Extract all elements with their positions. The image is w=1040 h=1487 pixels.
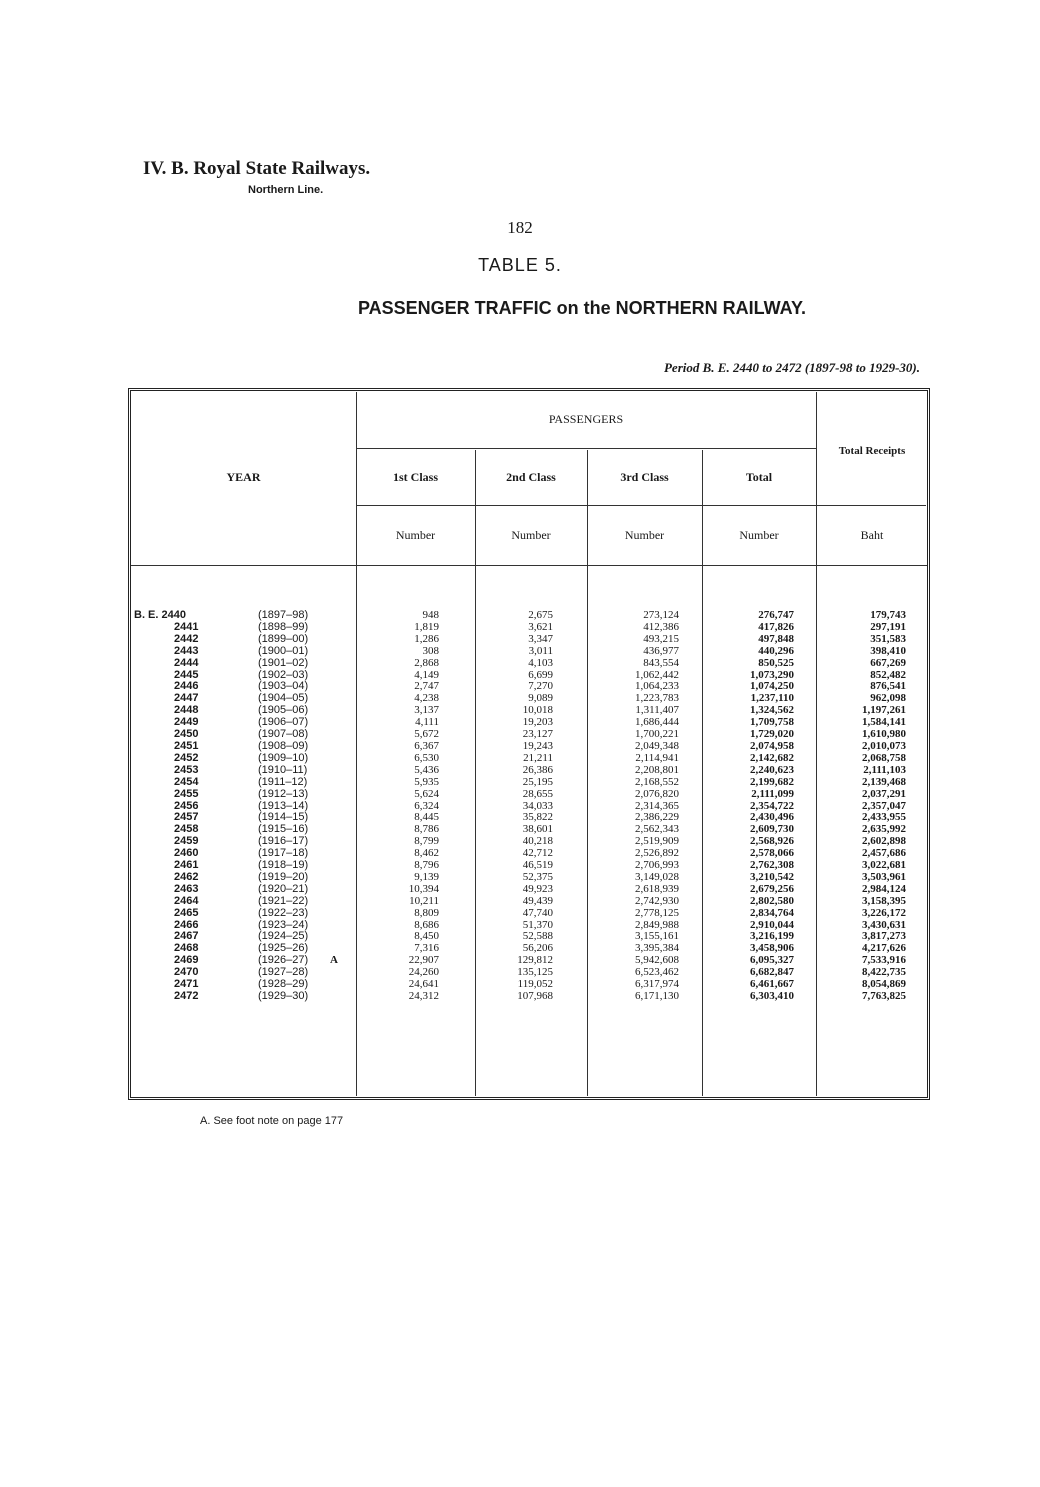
cell-be: 2447	[174, 692, 199, 705]
cell-total: 2,568,926	[750, 835, 794, 848]
cell-first: 8,445	[414, 811, 439, 824]
cell-first: 24,312	[408, 990, 439, 1002]
cell-second: 7,270	[528, 680, 553, 693]
cell-note	[330, 753, 342, 765]
cell-first: 5,436	[414, 763, 439, 776]
cell-period: (1920–21)	[258, 882, 309, 895]
cell-total: 2,240,623	[750, 763, 794, 776]
cell-note	[330, 646, 342, 658]
cell-total: 440,296	[758, 644, 794, 657]
cell-first: 6,324	[414, 799, 439, 812]
cell-first: 8,450	[414, 930, 439, 943]
cell-total: 1,709,758	[750, 716, 794, 729]
cell-first: 9,139	[414, 870, 439, 883]
cell-note: A	[330, 954, 338, 967]
cell-receipts: 3,817,273	[862, 930, 906, 943]
cell-third: 2,076,820	[635, 787, 679, 800]
cell-second: 26,386	[522, 763, 553, 776]
cell-period: (1910–11)	[258, 763, 308, 776]
cell-third: 3,395,384	[635, 942, 679, 955]
cell-period: (1897–98)	[258, 609, 309, 621]
cell-third: 2,049,348	[635, 739, 679, 752]
cell-receipts: 2,068,758	[862, 751, 906, 764]
cell-period: (1909–10)	[258, 751, 309, 764]
cell-third: 2,519,909	[635, 835, 679, 848]
cell-third: 1,223,783	[635, 692, 679, 705]
cell-second: 19,243	[522, 739, 553, 752]
col-receipts-values	[816, 610, 906, 1003]
cell-receipts: 2,457,686	[862, 847, 906, 860]
cell-total: 1,074,250	[750, 680, 794, 693]
cell-be: 2472	[174, 990, 199, 1002]
cell-be: 2456	[174, 799, 199, 812]
cell-be: 2459	[174, 835, 199, 848]
cell-third: 2,208,801	[635, 763, 679, 776]
cell-second: 42,712	[522, 847, 553, 860]
cell-receipts: 2,010,073	[862, 739, 906, 752]
cell-second: 3,621	[528, 620, 553, 633]
cell-total: 497,848	[758, 632, 794, 645]
cell-note	[330, 634, 342, 646]
cell-period: (1923–24)	[258, 918, 309, 931]
cell-total: 1,729,020	[750, 728, 794, 741]
cell-be: 2444	[174, 656, 199, 669]
cell-total: 2,802,580	[750, 894, 794, 907]
col-second-header: 2nd Class	[506, 470, 556, 484]
cell-third: 1,062,442	[635, 668, 679, 681]
cell-first: 24,641	[408, 978, 439, 991]
cell-be: 2463	[174, 882, 199, 895]
cell-third: 1,311,407	[635, 704, 679, 717]
cell-note	[330, 777, 342, 789]
cell-period: (1901–02)	[258, 656, 309, 669]
cell-second: 19,203	[522, 716, 553, 729]
cell-second: 119,052	[517, 978, 553, 991]
cell-first: 5,672	[414, 728, 439, 741]
cell-period: (1928–29)	[258, 978, 309, 991]
cell-second: 4,103	[528, 656, 553, 669]
cell-first: 24,260	[408, 966, 439, 979]
cell-period: (1906–07)	[258, 716, 309, 729]
cell-period: (1900–01)	[258, 644, 309, 657]
cell-first: 8,796	[414, 859, 439, 872]
cell-be: 2466	[174, 918, 199, 931]
cell-be: 2451	[174, 739, 199, 752]
cell-first: 2,868	[414, 656, 439, 669]
cell-receipts: 3,226,172	[862, 906, 906, 919]
cell-second: 34,033	[522, 799, 553, 812]
table-period: Period B. E. 2440 to 2472 (1897-98 to 1929-30).	[663, 360, 920, 375]
cell-period: (1929–30)	[258, 990, 309, 1002]
cell-be: 2467	[174, 930, 199, 943]
cell-third: 1,064,233	[635, 680, 679, 693]
cell-first: 6,530	[414, 751, 439, 764]
cell-first: 8,809	[414, 906, 439, 919]
cell-receipts: 2,111,103	[863, 763, 906, 776]
cell-be: 2446	[174, 680, 199, 693]
cell-second: 35,822	[522, 811, 553, 824]
cell-third: 412,386	[643, 620, 679, 633]
cell-third: 2,114,941	[635, 751, 679, 764]
cell-period: (1905–06)	[258, 704, 309, 717]
cell-third: 2,778,125	[635, 906, 679, 919]
cell-total: 1,073,290	[750, 668, 794, 681]
col-third-values	[587, 610, 679, 1003]
cell-receipts: 1,197,261	[862, 704, 906, 717]
cell-first: 5,935	[414, 775, 439, 788]
cell-third: 493,215	[643, 632, 679, 645]
cell-period: (1927–28)	[258, 966, 309, 979]
cell-total: 2,199,682	[750, 775, 794, 788]
cell-period: (1914–15)	[258, 811, 309, 824]
cell-total: 2,910,044	[750, 918, 794, 931]
cell-period: (1922–23)	[258, 906, 309, 919]
cell-receipts: 1,610,980	[862, 728, 906, 741]
cell-note	[330, 908, 342, 920]
cell-receipts: 852,482	[870, 668, 906, 681]
cell-receipts: 7,533,916	[862, 954, 906, 967]
cell-receipts: 876,541	[870, 680, 906, 693]
cell-receipts: 667,269	[870, 656, 906, 669]
col-second-values	[475, 610, 553, 1003]
cell-second: 9,089	[528, 692, 553, 705]
cell-note	[330, 884, 342, 896]
unit-third: Number	[624, 528, 665, 542]
cell-be: 2471	[174, 978, 199, 991]
cell-first: 4,149	[414, 668, 439, 681]
cell-third: 2,314,365	[635, 799, 679, 812]
cell-receipts: 351,583	[870, 632, 906, 645]
footnote: A. See foot note on page 177	[200, 1115, 344, 1127]
cell-be: 2443	[174, 644, 199, 657]
cell-first: 10,211	[409, 894, 439, 907]
cell-first: 10,394	[408, 882, 439, 895]
cell-total: 2,578,066	[750, 847, 794, 860]
cell-first: 8,786	[414, 823, 439, 836]
cell-second: 3,347	[528, 632, 553, 645]
cell-period: (1903–04)	[258, 680, 309, 693]
cell-second: 107,968	[517, 990, 553, 1002]
cell-period: (1918–19)	[258, 859, 309, 872]
unit-second: Number	[511, 528, 551, 542]
cell-third: 3,149,028	[635, 870, 679, 883]
cell-receipts: 2,635,992	[862, 823, 906, 836]
cell-receipts: 2,357,047	[862, 799, 906, 812]
cell-receipts: 3,158,395	[862, 894, 906, 907]
cell-be: 2448	[174, 704, 199, 717]
cell-period: (1907–08)	[258, 728, 309, 741]
cell-total: 3,216,199	[750, 930, 794, 943]
cell-first: 8,686	[414, 918, 439, 931]
cell-total: 2,111,099	[751, 787, 794, 800]
col-third-header: 3rd Class	[620, 470, 669, 484]
cell-period: (1902–03)	[258, 668, 309, 681]
cell-second: 52,588	[522, 930, 553, 943]
cell-receipts: 1,584,141	[862, 716, 906, 729]
cell-be: 2455	[174, 787, 199, 800]
cell-receipts: 2,139,468	[862, 775, 906, 788]
cell-period: (1911–12)	[258, 775, 308, 788]
cell-second: 46,519	[522, 859, 553, 872]
cell-first: 308	[422, 644, 439, 657]
cell-receipts: 398,410	[870, 644, 906, 657]
cell-period: (1919–20)	[258, 870, 309, 883]
col-year-header: YEAR	[226, 470, 261, 484]
cell-period: (1904–05)	[258, 692, 309, 705]
cell-be: 2465	[174, 906, 199, 919]
cell-be: 2457	[174, 811, 199, 824]
cell-receipts: 2,984,124	[862, 882, 906, 895]
cell-first: 7,316	[414, 942, 439, 955]
cell-total: 276,747	[758, 609, 794, 621]
cell-first: 948	[422, 609, 439, 621]
cell-third: 6,317,974	[635, 978, 679, 991]
cell-second: 49,439	[522, 894, 553, 907]
cell-first: 1,819	[414, 620, 439, 633]
cell-second: 25,195	[522, 775, 553, 788]
cell-total: 417,826	[758, 620, 794, 633]
cell-total: 2,430,496	[750, 811, 794, 824]
cell-note	[330, 991, 342, 1003]
cell-period: (1912–13)	[258, 787, 309, 800]
cell-second: 47,740	[522, 906, 553, 919]
cell-third: 273,124	[643, 609, 679, 621]
cell-note	[330, 896, 342, 908]
rule-class	[356, 505, 816, 506]
col-receipts-header: Total Receipts	[838, 445, 906, 457]
unit-total: Number	[739, 528, 779, 542]
cell-third: 2,618,939	[635, 882, 679, 895]
cell-second: 51,370	[522, 918, 553, 931]
cell-second: 52,375	[522, 870, 553, 883]
cell-be: 2442	[174, 632, 199, 645]
page-number: 182	[507, 218, 533, 237]
cell-be: B. E. 2440	[134, 609, 186, 621]
cell-be: 2458	[174, 823, 199, 836]
cell-receipts: 3,430,631	[862, 918, 906, 931]
cell-note	[330, 789, 342, 801]
unit-receipts: Baht	[860, 528, 884, 542]
cell-be: 2460	[174, 847, 199, 860]
cell-third: 2,386,229	[635, 811, 679, 824]
cell-receipts: 8,422,735	[862, 966, 906, 979]
cell-first: 5,624	[414, 787, 439, 800]
col-total-header: Total	[745, 470, 773, 484]
cell-third: 6,523,462	[635, 966, 679, 979]
cell-total: 2,074,958	[750, 739, 794, 752]
cell-receipts: 297,191	[870, 620, 906, 633]
subsection-title: Northern Line.	[248, 184, 324, 196]
cell-third: 2,168,552	[635, 775, 679, 788]
cell-second: 3,011	[528, 644, 553, 657]
cell-period: (1916–17)	[258, 835, 309, 848]
cell-receipts: 2,433,955	[862, 811, 906, 824]
cell-receipts: 3,503,961	[862, 870, 906, 883]
cell-third: 843,554	[643, 656, 679, 669]
cell-first: 2,747	[414, 680, 439, 693]
cell-period: (1917–18)	[258, 847, 309, 860]
cell-third: 6,171,130	[635, 990, 679, 1002]
cell-period: (1925–26)	[258, 942, 309, 955]
cell-third: 2,742,930	[635, 894, 679, 907]
cell-third: 1,700,221	[635, 728, 679, 741]
table-title: TABLE 5.	[478, 255, 562, 275]
cell-be: 2441	[174, 620, 199, 633]
cell-receipts: 962,098	[870, 692, 906, 705]
cell-second: 10,018	[522, 704, 553, 717]
cell-third: 436,977	[643, 644, 679, 657]
cell-second: 129,812	[517, 954, 553, 967]
cell-first: 8,462	[414, 847, 439, 860]
cell-third: 2,562,343	[635, 823, 679, 836]
cell-be: 2461	[174, 859, 199, 872]
cell-total: 6,303,410	[750, 990, 794, 1002]
cell-second: 28,655	[522, 787, 553, 800]
cell-note	[330, 658, 342, 670]
cell-be: 2450	[174, 728, 199, 741]
cell-receipts: 2,602,898	[862, 835, 906, 848]
cell-second: 6,699	[528, 668, 553, 681]
cell-total: 2,762,308	[750, 859, 794, 872]
cell-second: 38,601	[522, 823, 553, 836]
cell-receipts: 3,022,681	[862, 859, 906, 872]
cell-total: 2,834,764	[750, 906, 794, 919]
cell-be: 2445	[174, 668, 199, 681]
cell-first: 8,799	[414, 835, 439, 848]
cell-first: 3,137	[414, 704, 439, 717]
cell-first: 1,286	[414, 632, 439, 645]
cell-second: 2,675	[528, 609, 553, 621]
cell-period: (1913–14)	[258, 799, 309, 812]
cell-third: 2,706,993	[635, 859, 679, 872]
cell-receipts: 7,763,825	[862, 990, 906, 1002]
cell-third: 2,849,988	[635, 918, 679, 931]
cell-total: 1,237,110	[750, 692, 794, 705]
cell-second: 49,923	[522, 882, 553, 895]
cell-total: 6,095,327	[750, 954, 794, 967]
cell-second: 135,125	[517, 966, 553, 979]
cell-period: (1898–99)	[258, 620, 309, 633]
cell-receipts: 8,054,869	[862, 978, 906, 991]
cell-second: 56,206	[522, 942, 553, 955]
cell-receipts: 4,217,626	[862, 942, 906, 955]
cell-first: 6,367	[414, 739, 439, 752]
cell-first: 22,907	[408, 954, 439, 967]
cell-total: 3,458,906	[750, 942, 794, 955]
cell-total: 850,525	[758, 656, 794, 669]
cell-total: 1,324,562	[750, 704, 794, 717]
cell-be: 2449	[174, 716, 199, 729]
cell-third: 3,155,161	[635, 930, 679, 943]
col-period-values	[258, 610, 338, 1003]
table-heading: PASSENGER TRAFFIC on the NORTHERN RAILWAY.	[357, 298, 807, 318]
cell-first: 4,111	[415, 716, 439, 729]
cell-period: (1924–25)	[258, 930, 309, 943]
cell-third: 5,942,608	[635, 954, 679, 967]
cell-period: (1899–00)	[258, 632, 309, 645]
col-first-values	[356, 610, 439, 1003]
cell-receipts: 179,743	[870, 609, 906, 621]
cell-total: 2,609,730	[750, 823, 794, 836]
col-note-values	[330, 610, 342, 1003]
col-passengers-header: PASSENGERS	[548, 412, 624, 426]
cell-total: 2,679,256	[750, 882, 794, 895]
col-first-header: 1st Class	[392, 470, 438, 484]
cell-be: 2469	[174, 954, 199, 967]
cell-second: 40,218	[522, 835, 553, 848]
cell-third: 1,686,444	[635, 716, 679, 729]
cell-be: 2452	[174, 751, 199, 764]
cell-total: 2,142,682	[750, 751, 794, 764]
unit-first: Number	[395, 528, 436, 542]
cell-be: 2468	[174, 942, 199, 955]
rule-passengers	[356, 448, 816, 449]
cell-total: 6,461,667	[750, 978, 794, 991]
cell-period: (1926–27)	[258, 954, 309, 967]
cell-be: 2453	[174, 763, 199, 776]
cell-second: 23,127	[522, 728, 553, 741]
col-be-values	[134, 610, 254, 1003]
col-total-values	[702, 610, 794, 1003]
cell-be: 2464	[174, 894, 199, 907]
rule-header-bottom	[131, 565, 927, 566]
cell-period: (1908–09)	[258, 739, 309, 752]
cell-be: 2470	[174, 966, 199, 979]
cell-be: 2462	[174, 870, 199, 883]
cell-period: (1915–16)	[258, 823, 309, 836]
cell-second: 21,211	[523, 751, 553, 764]
cell-first: 4,238	[414, 692, 439, 705]
cell-note	[330, 765, 342, 777]
cell-total: 6,682,847	[750, 966, 794, 979]
cell-receipts: 2,037,291	[862, 787, 906, 800]
cell-be: 2454	[174, 775, 199, 788]
cell-third: 2,526,892	[635, 847, 679, 860]
rule-receipts	[816, 505, 926, 506]
cell-period: (1921–22)	[258, 894, 309, 907]
cell-total: 3,210,542	[750, 870, 794, 883]
cell-total: 2,354,722	[750, 799, 794, 812]
section-title: IV. B. Royal State Railways.	[143, 158, 371, 179]
